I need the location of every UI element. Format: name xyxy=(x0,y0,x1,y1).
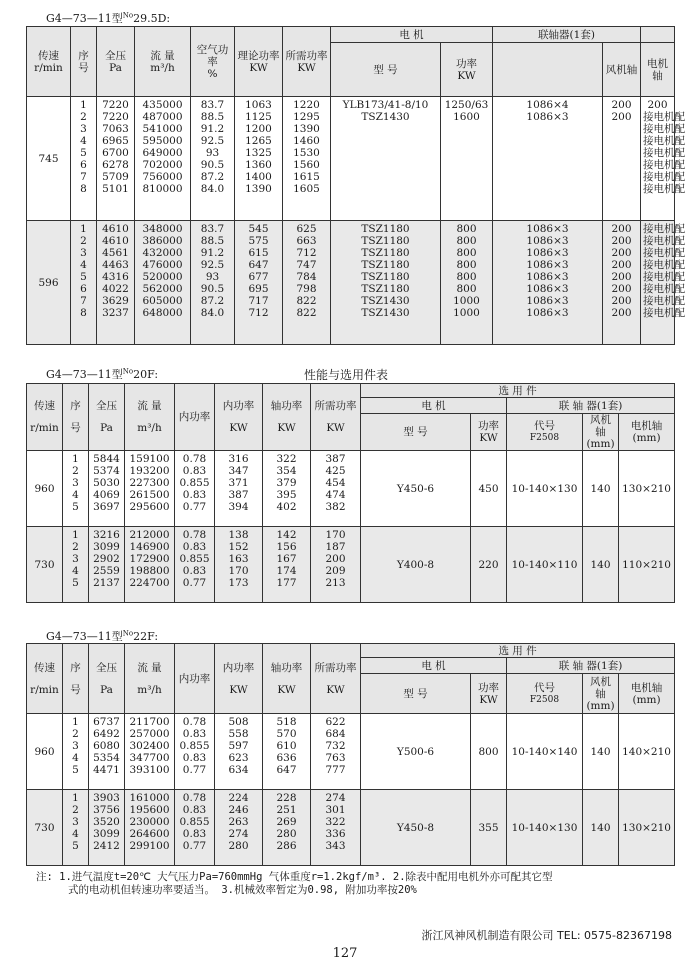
motor-shaft-cell: 130×210 xyxy=(619,790,675,866)
coupling-column: 1086×3 1086×3 1086×3 1086×3 1086×3 1086×3 1086×3 1086×3 xyxy=(493,221,603,345)
code-cell: 10-140×130 xyxy=(507,790,583,866)
flow-column: 161000 195600 230000 264600 299100 xyxy=(125,790,175,866)
model-column: TSZ1180 TSZ1180 TSZ1180 TSZ1180 TSZ1180 TSZ1180 TSZ1430 TSZ1430 xyxy=(331,221,441,345)
motor-shaft-column: 200 接电机配 接电机配 接电机配 接电机配 接电机配 接电机配 接电机配 xyxy=(641,97,675,221)
seq-column: 1 2 3 4 5 xyxy=(63,714,89,790)
header-select: 选 用 件 xyxy=(361,384,675,398)
header-inner-power: 内功率 KW xyxy=(215,644,263,714)
header-inner-eff: 内功率 xyxy=(175,644,215,714)
seq-column: 1 2 3 4 5 xyxy=(63,527,89,603)
motor-shaft-cell: 140×210 xyxy=(619,714,675,790)
air-eff-column: 83.7 88.5 91.2 92.5 93 90.5 87.2 84.0 xyxy=(191,221,235,345)
pressure-column: 6737 6492 6080 5354 4471 xyxy=(89,714,125,790)
power-cell: 355 xyxy=(471,790,507,866)
header-speed: 传速 r/min xyxy=(27,384,63,451)
flow-column: 212000 146900 172900 198800 224700 xyxy=(125,527,175,603)
page-number: 127 xyxy=(332,946,358,961)
header-theory-power: 理论功率 KW xyxy=(235,27,283,97)
header-speed: 传速 r/min xyxy=(27,644,63,714)
table1-caption: G4—73—11型$^{No}$29.5D: xyxy=(46,11,171,25)
header-shaft-power: 轴功率 KW xyxy=(263,384,311,451)
header-shaft-power: 轴功率 KW xyxy=(263,644,311,714)
header-motor: 电 机 xyxy=(361,398,507,414)
pressure-column: 4610 4610 4561 4463 4316 4022 3629 3237 xyxy=(97,221,135,345)
header-coupling: 联 轴 器(1套) xyxy=(507,398,675,414)
power-cell: 800 xyxy=(471,714,507,790)
power-cell: 220 xyxy=(471,527,507,603)
header-motor: 电 机 xyxy=(331,27,493,43)
model-cell: Y450-8 xyxy=(361,790,471,866)
fan-shaft-column: 200 200 200 200 200 200 200 200 xyxy=(603,221,641,345)
model-column: YLB173/41-8/10 TSZ1430 xyxy=(331,97,441,221)
inner-power-column: 316 347 371 387 394 xyxy=(215,451,263,527)
header-inner-eff: 内功率 xyxy=(175,384,215,451)
table2-performance xyxy=(26,383,675,603)
shaft-power-column: 322 354 379 395 402 xyxy=(263,451,311,527)
header-coupling-blank xyxy=(493,43,603,97)
flow-column: 211700 257000 302400 347700 393100 xyxy=(125,714,175,790)
seq-column: 1 2 3 4 5 xyxy=(63,451,89,527)
header-coupling: 联 轴 器(1套) xyxy=(507,658,675,674)
eff-column: 0.78 0.83 0.855 0.83 0.77 xyxy=(175,714,215,790)
header-model: 型 号 xyxy=(361,674,471,714)
fan-shaft-cell: 140 xyxy=(583,714,619,790)
seq-column: 1 2 3 4 5 xyxy=(63,790,89,866)
header-pressure: 全压 Pa xyxy=(89,384,125,451)
req-power-column: 625 663 712 747 784 798 822 822 xyxy=(283,221,331,345)
header-model: 型 号 xyxy=(331,43,441,97)
seq-column: 1 2 3 4 5 6 7 8 xyxy=(71,97,97,221)
header-code: 代号 F2508 xyxy=(507,674,583,714)
pressure-column: 3903 3756 3520 3099 2412 xyxy=(89,790,125,866)
header-req-power: 所需功率 KW xyxy=(311,384,361,451)
group-speed: 730 xyxy=(27,790,63,866)
header-pressure: 全压 Pa xyxy=(97,27,135,97)
code-cell: 10-140×140 xyxy=(507,714,583,790)
header-speed: 传速 r/min xyxy=(27,27,71,97)
flow-column: 348000 386000 432000 476000 520000 562000 605000 648000 xyxy=(135,221,191,345)
inner-power-column: 508 558 597 623 634 xyxy=(215,714,263,790)
header-motor-shaft: 电机轴 (mm) xyxy=(619,414,675,451)
header-req-power: 所需功率 KW xyxy=(311,644,361,714)
group-speed: 960 xyxy=(27,714,63,790)
header-model: 型 号 xyxy=(361,414,471,451)
header-power: 功率 KW xyxy=(441,43,493,97)
model-cell: Y400-8 xyxy=(361,527,471,603)
header-select: 选 用 件 xyxy=(361,644,675,658)
air-eff-column: 83.7 88.5 91.2 92.5 93 90.5 87.2 84.0 xyxy=(191,97,235,221)
header-motor-shaft: 电机轴 xyxy=(641,43,675,97)
header-flow: 流 量 m³/h xyxy=(125,384,175,451)
header-flow: 流 量 m³/h xyxy=(135,27,191,97)
footnote-line-1: 注: 1.进气温度t=20℃ 大气压力Pa=760mmHg 气体重度r=1.2kgf/m³. 2.除表中配用电机外亦可配其它型 xyxy=(36,871,553,883)
fan-shaft-column: 200 200 xyxy=(603,97,641,221)
pressure-column: 3216 3099 2902 2559 2137 xyxy=(89,527,125,603)
motor-shaft-column: 接电机配 接电机配 接电机配 接电机配 接电机配 接电机配 接电机配 接电机配 xyxy=(641,221,675,345)
footnote-line-2: 式的电动机但转速功率要适当。 3.机械效率暂定为0.98, 附加功率按20% xyxy=(68,884,417,896)
model-cell: Y450-6 xyxy=(361,451,471,527)
header-motor-shaft: 电机轴 (mm) xyxy=(619,674,675,714)
coupling-column: 1086×4 1086×3 xyxy=(493,97,603,221)
eff-column: 0.78 0.83 0.855 0.83 0.77 xyxy=(175,790,215,866)
table1-performance xyxy=(26,26,685,345)
eff-column: 0.78 0.83 0.855 0.83 0.77 xyxy=(175,451,215,527)
motor-shaft-cell: 110×210 xyxy=(619,527,675,603)
inner-power-column: 138 152 163 170 173 xyxy=(215,527,263,603)
header-code: 代号 F2508 xyxy=(507,414,583,451)
motor-shaft-cell: 130×210 xyxy=(619,451,675,527)
fan-shaft-cell: 140 xyxy=(583,451,619,527)
req-power-column: 622 684 732 763 777 xyxy=(311,714,361,790)
theory-power-column: 545 575 615 647 677 695 717 712 xyxy=(235,221,283,345)
eff-column: 0.78 0.83 0.855 0.83 0.77 xyxy=(175,527,215,603)
header-motor: 电 机 xyxy=(361,658,507,674)
code-cell: 10-140×130 xyxy=(507,451,583,527)
group-speed: 596 xyxy=(27,221,71,345)
flow-column: 435000 487000 541000 595000 649000 702000 756000 810000 xyxy=(135,97,191,221)
table3-performance xyxy=(26,643,675,866)
code-cell: 10-140×110 xyxy=(507,527,583,603)
power-cell: 450 xyxy=(471,451,507,527)
req-power-column: 274 301 322 336 343 xyxy=(311,790,361,866)
inner-power-column: 224 246 263 274 280 xyxy=(215,790,263,866)
table2-caption: G4—73—11型$^{No}$20F: xyxy=(46,367,159,381)
power-column: 800 800 800 800 800 800 1000 1000 xyxy=(441,221,493,345)
header-req-power: 所需功率 KW xyxy=(283,27,331,97)
fan-shaft-cell: 140 xyxy=(583,527,619,603)
header-blank xyxy=(641,27,675,43)
flow-column: 159100 193200 227300 261500 295600 xyxy=(125,451,175,527)
shaft-power-column: 142 156 167 174 177 xyxy=(263,527,311,603)
group-speed: 745 xyxy=(27,97,71,221)
pressure-column: 5844 5374 5030 4069 3697 xyxy=(89,451,125,527)
company-footer: 浙江风神风机制造有限公司 TEL: 0575-82367198 xyxy=(421,929,672,942)
header-power: 功率 KW xyxy=(471,414,507,451)
req-power-column: 1220 1295 1390 1460 1530 1560 1615 1605 xyxy=(283,97,331,221)
pressure-column: 7220 7220 7063 6965 6700 6278 5709 5101 xyxy=(97,97,135,221)
header-seq: 序 号 xyxy=(63,644,89,714)
header-flow: 流 量 m³/h xyxy=(125,644,175,714)
header-fan-shaft: 风机轴 (mm) xyxy=(583,674,619,714)
footnote xyxy=(36,871,553,897)
header-power: 功率 KW xyxy=(471,674,507,714)
theory-power-column: 1063 1125 1200 1265 1325 1360 1400 1390 xyxy=(235,97,283,221)
header-coupling: 联轴器(1套) xyxy=(493,27,641,43)
req-power-column: 387 425 454 474 382 xyxy=(311,451,361,527)
shaft-power-column: 228 251 269 280 286 xyxy=(263,790,311,866)
table3-caption: G4—73—11型$^{No}$22F: xyxy=(46,629,159,643)
header-inner-power: 内功率 KW xyxy=(215,384,263,451)
header-seq: 序 号 xyxy=(63,384,89,451)
model-cell: Y500-6 xyxy=(361,714,471,790)
fan-shaft-cell: 140 xyxy=(583,790,619,866)
header-fan-shaft: 风机轴 xyxy=(603,43,641,97)
header-pressure: 全压 Pa xyxy=(89,644,125,714)
table-title: 性能与选用件表 xyxy=(304,368,389,382)
group-speed: 960 xyxy=(27,451,63,527)
shaft-power-column: 518 570 610 636 647 xyxy=(263,714,311,790)
header-fan-shaft: 风机轴 (mm) xyxy=(583,414,619,451)
req-power-column: 170 187 200 209 213 xyxy=(311,527,361,603)
header-seq: 序 号 xyxy=(71,27,97,97)
seq-column: 1 2 3 4 5 6 7 8 xyxy=(71,221,97,345)
header-air-eff: 空气功率 % xyxy=(191,27,235,97)
power-column: 1250/63 1600 xyxy=(441,97,493,221)
group-speed: 730 xyxy=(27,527,63,603)
